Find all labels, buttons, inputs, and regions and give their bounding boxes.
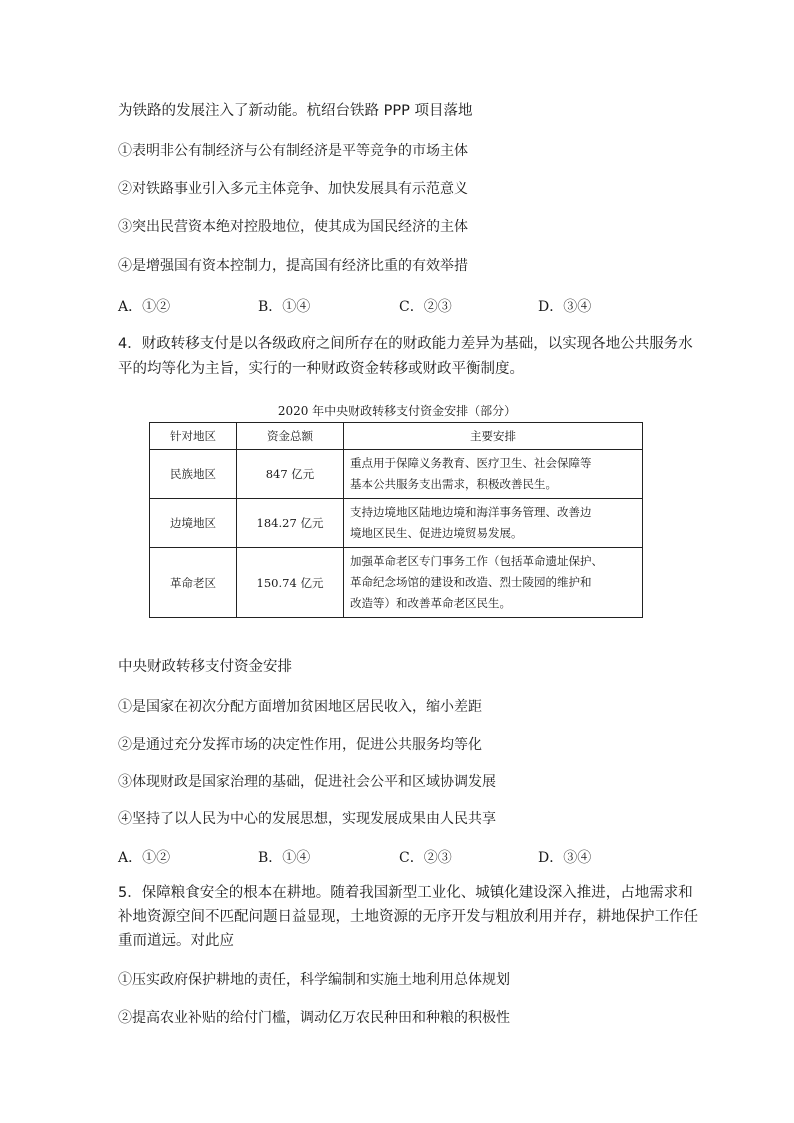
q3-option-a: A．①② [118,299,171,315]
table-row [150,450,643,499]
q4-stem-line-1: 4．财政转移支付是以各级政府之间所存在的财政能力差异为基础，以实现各地公共服务水 [118,336,693,352]
row-arrangement-line: 境地区民生、促进边境贸易发展。 [350,526,523,540]
row-arrangement [344,450,643,499]
row-region: 民族地区 [150,450,237,499]
q3-stem-tail: 为铁路的发展注入了新动能。杭绍台铁路 PPP 项目落地 [118,103,473,119]
q5-stem-line-1: 5．保障粮食安全的根本在耕地。随着我国新型工业化、城镇化建设深入推进，占地需求和 [118,885,693,901]
q4-option-a: A．①② [118,850,171,866]
row-region: 革命老区 [150,548,237,618]
table-row [150,548,643,618]
row-amount: 847 亿元 [237,450,344,499]
row-arrangement-line: 重点用于保障义务教育、医疗卫生、社会保障等 [350,456,592,470]
q3-option-b: B．①④ [258,299,311,315]
header-arrangement: 主要安排 [344,423,643,450]
q3-option-d: D．③④ [538,299,592,315]
header-region: 针对地区 [150,423,237,450]
row-arrangement-line: 改造等）和改善革命老区民生。 [350,596,511,610]
q4-item-4: ④坚持了以人民为中心的发展思想，实现发展成果由人民共享 [118,811,496,827]
q5-stem-line-2: 补地资源空间不匹配问题日益显现，土地资源的无序开发与粗放利用并存，耕地保护工作任 [118,909,698,925]
row-arrangement-line: 基本公共服务支出需求，积极改善民生。 [350,477,557,491]
row-arrangement-line: 加强革命老区专门事务工作（包括革命遗址保护、 [350,554,603,568]
q4-stem-after: 中央财政转移支付资金安排 [118,659,292,675]
q3-item-2: ②对铁路事业引入多元主体竞争、加快发展具有示范意义 [118,181,468,197]
q4-item-1: ①是国家在初次分配方面增加贫困地区居民收入，缩小差距 [118,699,482,715]
q3-option-c: C．②③ [399,299,452,315]
transfer-payment-table [149,422,643,618]
q3-options [118,296,678,316]
row-arrangement-line: 支持边境地区陆地边境和海洋事务管理、改善边 [350,505,592,519]
row-arrangement-line: 革命纪念场馆的建设和改造、烈士陵园的维护和 [350,575,592,589]
q5-item-2: ②提高农业补贴的给付门槛，调动亿万农民种田和种粮的积极性 [118,1010,510,1026]
q3-item-4: ④是增强国有资本控制力，提高国有经济比重的有效举措 [118,258,468,274]
q4-item-2: ②是通过充分发挥市场的决定性作用，促进公共服务均等化 [118,737,482,753]
q4-item-3: ③体现财政是国家治理的基础，促进社会公平和区域协调发展 [118,774,496,790]
row-amount: 150.74 亿元 [237,548,344,618]
q5-stem-line-3: 重而道远。对此应 [118,933,234,949]
table-row [150,499,643,548]
q5-item-1: ①压实政府保护耕地的责任，科学编制和实施土地利用总体规划 [118,972,510,988]
row-arrangement [344,499,643,548]
header-amount: 资金总额 [237,423,344,450]
q4-option-c: C．②③ [399,850,452,866]
q4-option-b: B．①④ [258,850,311,866]
q3-item-1: ①表明非公有制经济与公有制经济是平等竞争的市场主体 [118,143,468,159]
q3-item-3: ③突出民营资本绝对控股地位，使其成为国民经济的主体 [118,219,468,235]
row-amount: 184.27 亿元 [237,499,344,548]
row-region: 边境地区 [150,499,237,548]
table-header-row [150,423,643,450]
q4-stem-line-2: 平的均等化为主旨，实行的一种财政资金转移或财政平衡制度。 [118,361,524,377]
q4-option-d: D．③④ [538,850,592,866]
row-arrangement [344,548,643,618]
q4-options [118,847,678,867]
table-title: 2020 年中央财政转移支付资金安排（部分） [277,404,517,418]
